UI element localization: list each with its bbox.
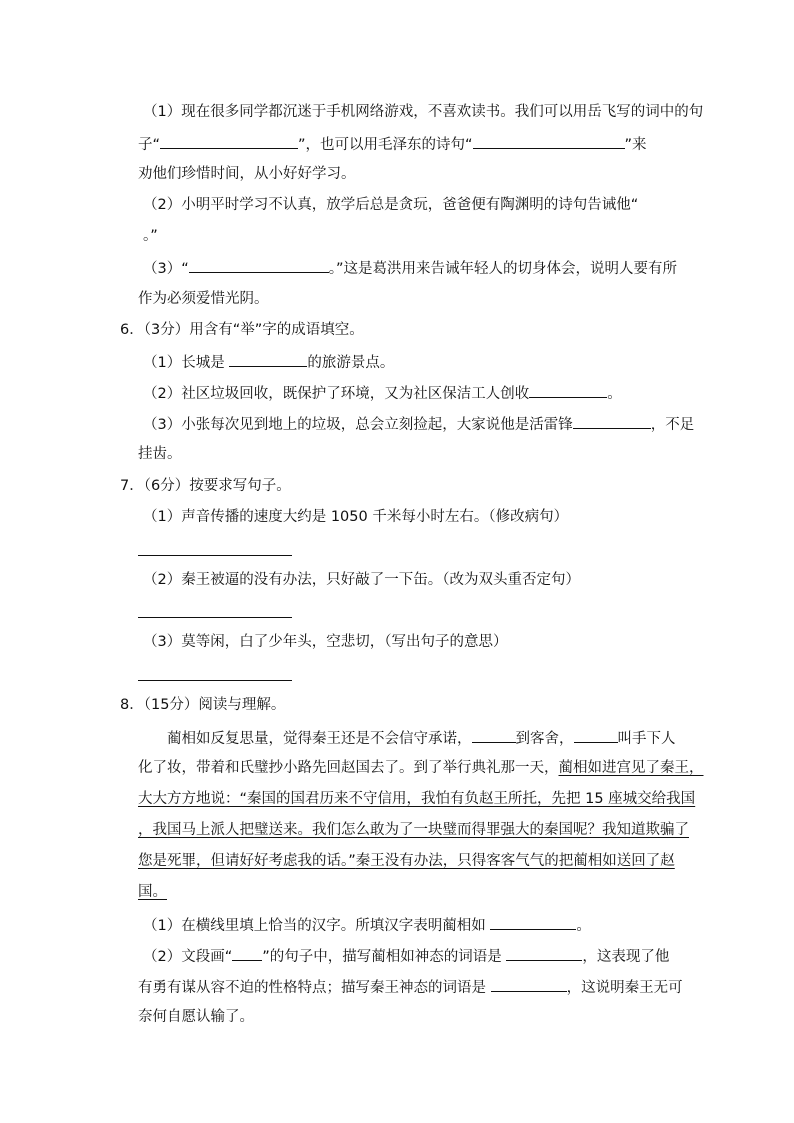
q8-title: 8．（15分）阅读与理解。: [120, 697, 286, 713]
q8-sub2-line2: 有勇有谋从容不迫的性格特点；描写秦王神态的词语是 ，这说明秦王无可: [138, 976, 683, 998]
answer-blank[interactable]: [490, 914, 576, 930]
answer-blank[interactable]: [574, 727, 618, 743]
q8-passage-line2: 化了妆，带着和氏璧抄小路先回赵国去了。到了举行典礼那一天，蔺相如进宫见了秦王，: [138, 760, 704, 776]
q6-sub3-line1: （3）小张每次见到地上的垃圾，总会立刻捡起，大家说他是活雷锋 ，不足: [143, 413, 694, 435]
q8-sub2-line3: 奈何自愿认输了。: [138, 1009, 254, 1025]
q8-passage-line3: 大大方方地说：“秦国的国君历来不守信用，我怕有负赵王所托，先把 15 座城交给我国: [138, 791, 696, 807]
q7-sub2: （2）秦王被逼的没有办法，只好敲了一下缶。（改为双头重否定句）: [143, 572, 580, 588]
q8-sub2-line1: （2）文段画“ ”的句子中，描写蔺相如神态的词语是 ，这表现了他: [143, 945, 669, 967]
answer-line[interactable]: [138, 680, 292, 681]
q7-sub3: （3）莫等闲，白了少年头，空悲切，（写出句子的意思）: [143, 634, 508, 650]
answer-blank[interactable]: [529, 382, 607, 398]
q7-sub1: （1）声音传播的速度大约是 1050 千米每小时左右。（修改病句）: [143, 509, 569, 525]
q7-title: 7．（6分）按要求写句子。: [120, 478, 291, 494]
q8-sub1: （1）在横线里填上恰当的汉字。所填汉字表明蔺相如 。: [143, 914, 591, 936]
q6-sub3-line2: 挂齿。: [138, 446, 182, 462]
q5-part1-line3: 劝他们珍惜时间，从小好好学习。: [138, 166, 356, 182]
answer-blank[interactable]: [506, 945, 582, 961]
q5-part3-line2: 作为必须爱惜光阴。: [138, 291, 269, 307]
answer-blank[interactable]: [473, 133, 625, 149]
underline-marker: [232, 945, 262, 961]
q5-part3-line1: （3）“ 。”这是葛洪用来告诫年轻人的切身体会，说明人要有所: [143, 257, 677, 279]
q6-sub2: （2）社区垃圾回收，既保护了环境，又为社区保洁工人创收 。: [143, 382, 622, 404]
answer-blank[interactable]: [160, 133, 298, 149]
answer-blank[interactable]: [472, 727, 516, 743]
q8-passage-line5: 您是死罪，但请好好考虑我的话。”秦王没有办法，只得客客气气的把蔺相如送回了赵: [138, 853, 675, 869]
q5-part2-line1: （2）小明平时学习不认真，放学后总是贪玩，爸爸便有陶渊明的诗句告诫他“: [143, 197, 639, 213]
q5-part1-line2: 子“ ”，也可以用毛泽东的诗句“ ”来: [138, 133, 647, 155]
q5-part1-line1: （1）现在很多同学都沉迷于手机网络游戏，不喜欢读书。我们可以用岳飞写的词中的句: [143, 104, 704, 120]
answer-blank[interactable]: [573, 413, 651, 429]
answer-line[interactable]: [138, 617, 292, 618]
answer-blank[interactable]: [229, 351, 307, 367]
q5-part2-line2: 。”: [143, 228, 158, 244]
q8-passage-line1: 蔺相如反复思量，觉得秦王还是不会信守承诺， 到客舍， 叫手下人: [167, 727, 676, 749]
q8-passage-line6: 国。: [138, 884, 167, 900]
q6-sub1: （1）长城是 的旅游景点。: [143, 351, 394, 373]
answer-blank[interactable]: [189, 257, 329, 273]
answer-blank[interactable]: [491, 976, 567, 992]
q8-passage-line4: ，我国马上派人把璧送来。我们怎么敢为了一块璧而得罪强大的秦国呢？我知道欺骗了: [138, 822, 689, 838]
answer-line[interactable]: [138, 555, 292, 556]
q6-title: 6．（3分）用含有“举”字的成语填空。: [120, 322, 364, 338]
